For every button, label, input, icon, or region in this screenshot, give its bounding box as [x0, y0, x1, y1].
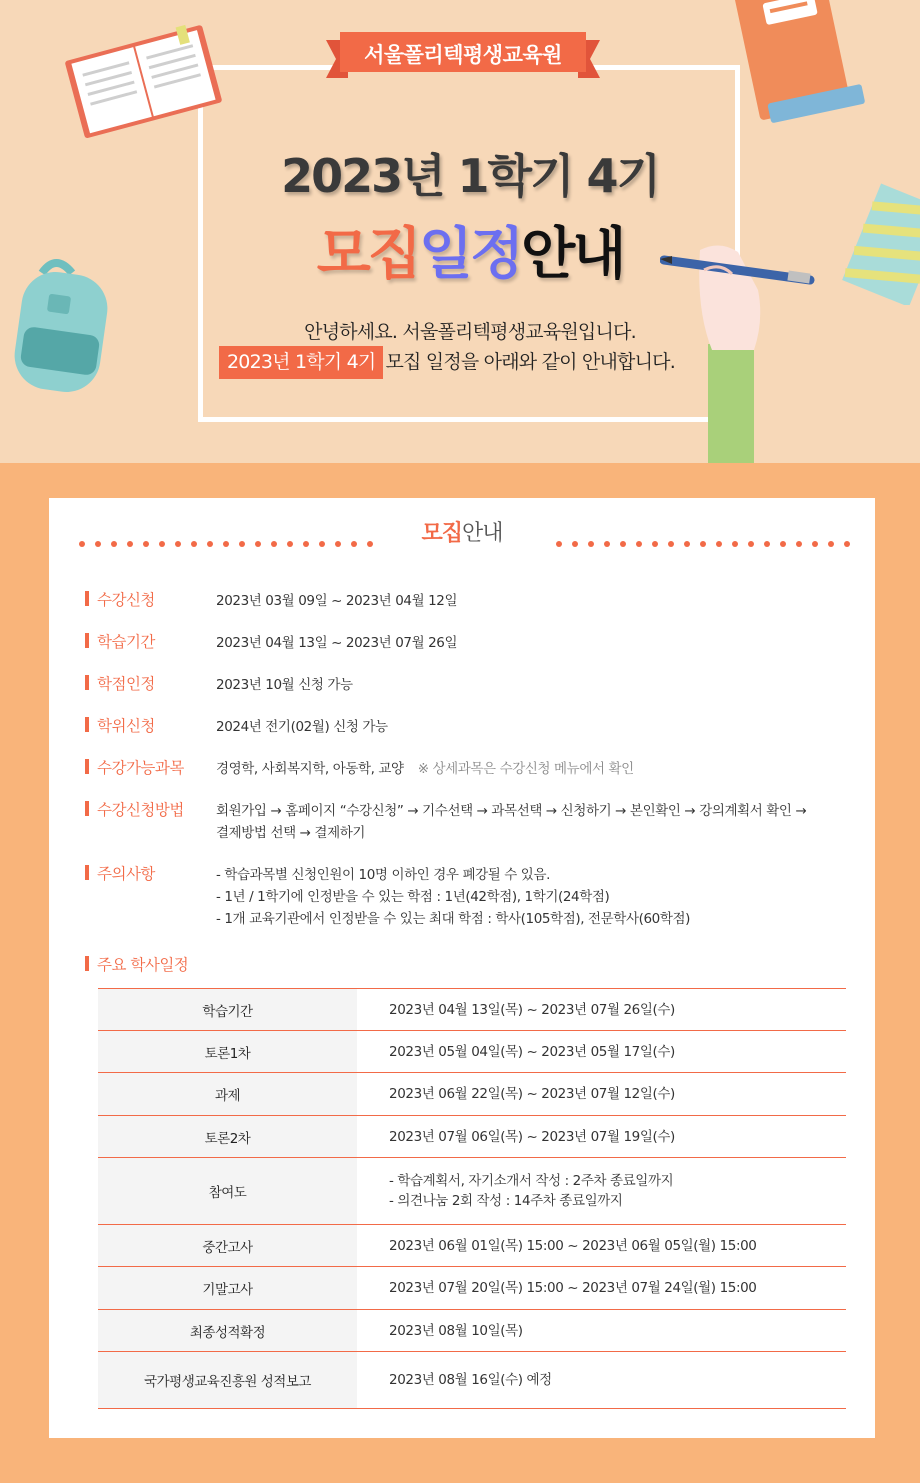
schedule-line: 2023년 08월 16일(수) 예정 — [389, 1372, 552, 1388]
schedule-label: 중간고사 — [98, 1225, 357, 1266]
info-value — [216, 590, 866, 612]
books-illustration — [735, 0, 870, 135]
schedule-line: 2023년 08월 10일(목) — [389, 1322, 523, 1339]
schedule-value — [357, 1310, 846, 1351]
schedule-line: 2023년 07월 20일(목) 15:00 ~ 2023년 07월 24일(월) 15:00 — [389, 1280, 757, 1296]
info-key: 수강신청방법 — [85, 798, 184, 820]
schedule-label: 최종성적확정 — [98, 1310, 357, 1351]
table-row — [98, 1352, 846, 1409]
table-row — [98, 1031, 846, 1073]
hand-pencil-illustration — [660, 240, 820, 463]
info-value — [216, 864, 866, 930]
info-key: 학위신청 — [85, 714, 155, 736]
greeting-line-1: 안녕하세요. 서울폴리텍평생교육원입니다. — [304, 321, 636, 343]
info-key: 수강신청 — [85, 588, 155, 610]
subtitle-word-schedule: 일정 — [418, 222, 522, 287]
table-row — [98, 1267, 846, 1310]
schedule-value — [357, 1158, 846, 1224]
greeting-highlight: 2023년 1학기 4기 — [219, 346, 383, 379]
table-row — [98, 989, 846, 1031]
backpack-illustration — [4, 255, 112, 400]
schedule-label: 참여도 — [98, 1158, 357, 1224]
info-key: 학점인정 — [85, 672, 155, 694]
greeting-rest: 모집 일정을 아래와 같이 안내합니다. — [385, 351, 675, 373]
schedule-label: 국가평생교육진흥원 성적보고 — [98, 1352, 357, 1408]
info-line: 결제방법 선택 → 결제하기 — [216, 825, 365, 841]
info-key: 학습기간 — [85, 630, 155, 652]
schedule-label: 과제 — [98, 1073, 357, 1115]
schedule-title: 주요 학사일정 — [85, 953, 188, 975]
table-row — [98, 1225, 846, 1267]
info-line: - 1년 / 1학기에 인정받을 수 있는 학점 : 1년(42학점), 1학기(24학점) — [216, 889, 610, 905]
info-value — [216, 716, 866, 738]
schedule-value — [357, 1116, 846, 1157]
info-line: 경영학, 사회복지학, 아동학, 교양 — [216, 761, 404, 777]
schedule-table — [98, 988, 846, 1409]
hero-title: 2023년 1학기 4기 — [281, 149, 659, 203]
section-title-rest: 안내 — [462, 521, 503, 546]
section-title-accent: 모집 — [421, 521, 462, 546]
schedule-line: - 학습계획서, 자기소개서 작성 : 2주차 종료일까지 — [389, 1173, 674, 1189]
hero-subtitle — [200, 210, 740, 290]
subtitle-word-guide: 안내 — [521, 222, 624, 287]
info-line: 2023년 04월 13일 ~ 2023년 07월 26일 — [216, 635, 458, 651]
info-line: 회원가입 → 홈페이지 “수강신청” → 기수선택 → 과목선택 → 신청하기 → 본인확인 → 강의계획서 확인 → — [216, 803, 807, 819]
info-line: 2023년 10월 신청 가능 — [216, 677, 353, 693]
schedule-line: - 의견나눔 2회 작성 : 14주차 종료일까지 — [389, 1193, 623, 1209]
info-value — [216, 674, 866, 696]
table-row — [98, 1073, 846, 1116]
schedule-line: 2023년 06월 01일(목) 15:00 ~ 2023년 06월 05일(월) 15:00 — [389, 1237, 757, 1254]
info-value — [216, 758, 866, 780]
schedule-label: 기말고사 — [98, 1267, 357, 1309]
hero-banner — [0, 0, 920, 463]
schedule-value — [357, 1352, 846, 1408]
schedule-line: 2023년 05월 04일(목) ~ 2023년 05월 17일(수) — [389, 1043, 675, 1060]
info-key: 주의사항 — [85, 862, 155, 884]
schedule-label: 토론2차 — [98, 1116, 357, 1157]
info-line: 2024년 전기(02월) 신청 가능 — [216, 719, 388, 735]
info-line: - 학습과목별 신청인원이 10명 이하인 경우 폐강될 수 있음. — [216, 867, 550, 883]
info-value — [216, 800, 866, 844]
schedule-line: 2023년 06월 22일(목) ~ 2023년 07월 12일(수) — [389, 1086, 675, 1102]
greeting-line-2 — [219, 346, 675, 379]
info-line: 2023년 03월 09일 ~ 2023년 04월 12일 — [216, 593, 458, 609]
table-row — [98, 1116, 846, 1158]
schedule-value — [357, 1073, 846, 1115]
table-row — [98, 1158, 846, 1225]
schedule-value — [357, 1225, 846, 1266]
info-line: - 1개 교육기관에서 인정받을 수 있는 최대 학점 : 학사(105학점), 전문학사(60학점) — [216, 911, 690, 927]
subtitle-word-recruit: 모집 — [316, 222, 419, 287]
notebook-illustration — [842, 180, 920, 305]
schedule-value — [357, 989, 846, 1030]
section-title — [49, 516, 875, 552]
recruit-info-card — [49, 498, 875, 1438]
info-key: 수강가능과목 — [85, 756, 184, 778]
subjects-note: ※ 상세과목은 수강신청 메뉴에서 확인 — [417, 761, 634, 777]
institution-name: 서울폴리텍평생교육원 — [364, 43, 562, 67]
open-book-illustration — [60, 20, 225, 140]
schedule-line: 2023년 07월 06일(목) ~ 2023년 07월 19일(수) — [389, 1128, 675, 1145]
schedule-line: 2023년 04월 13일(목) ~ 2023년 07월 26일(수) — [389, 1001, 675, 1018]
schedule-label: 토론1차 — [98, 1031, 357, 1072]
schedule-label: 학습기간 — [98, 989, 357, 1030]
schedule-value — [357, 1031, 846, 1072]
institution-badge — [326, 32, 600, 78]
table-row — [98, 1310, 846, 1352]
info-value — [216, 632, 866, 654]
schedule-value — [357, 1267, 846, 1309]
